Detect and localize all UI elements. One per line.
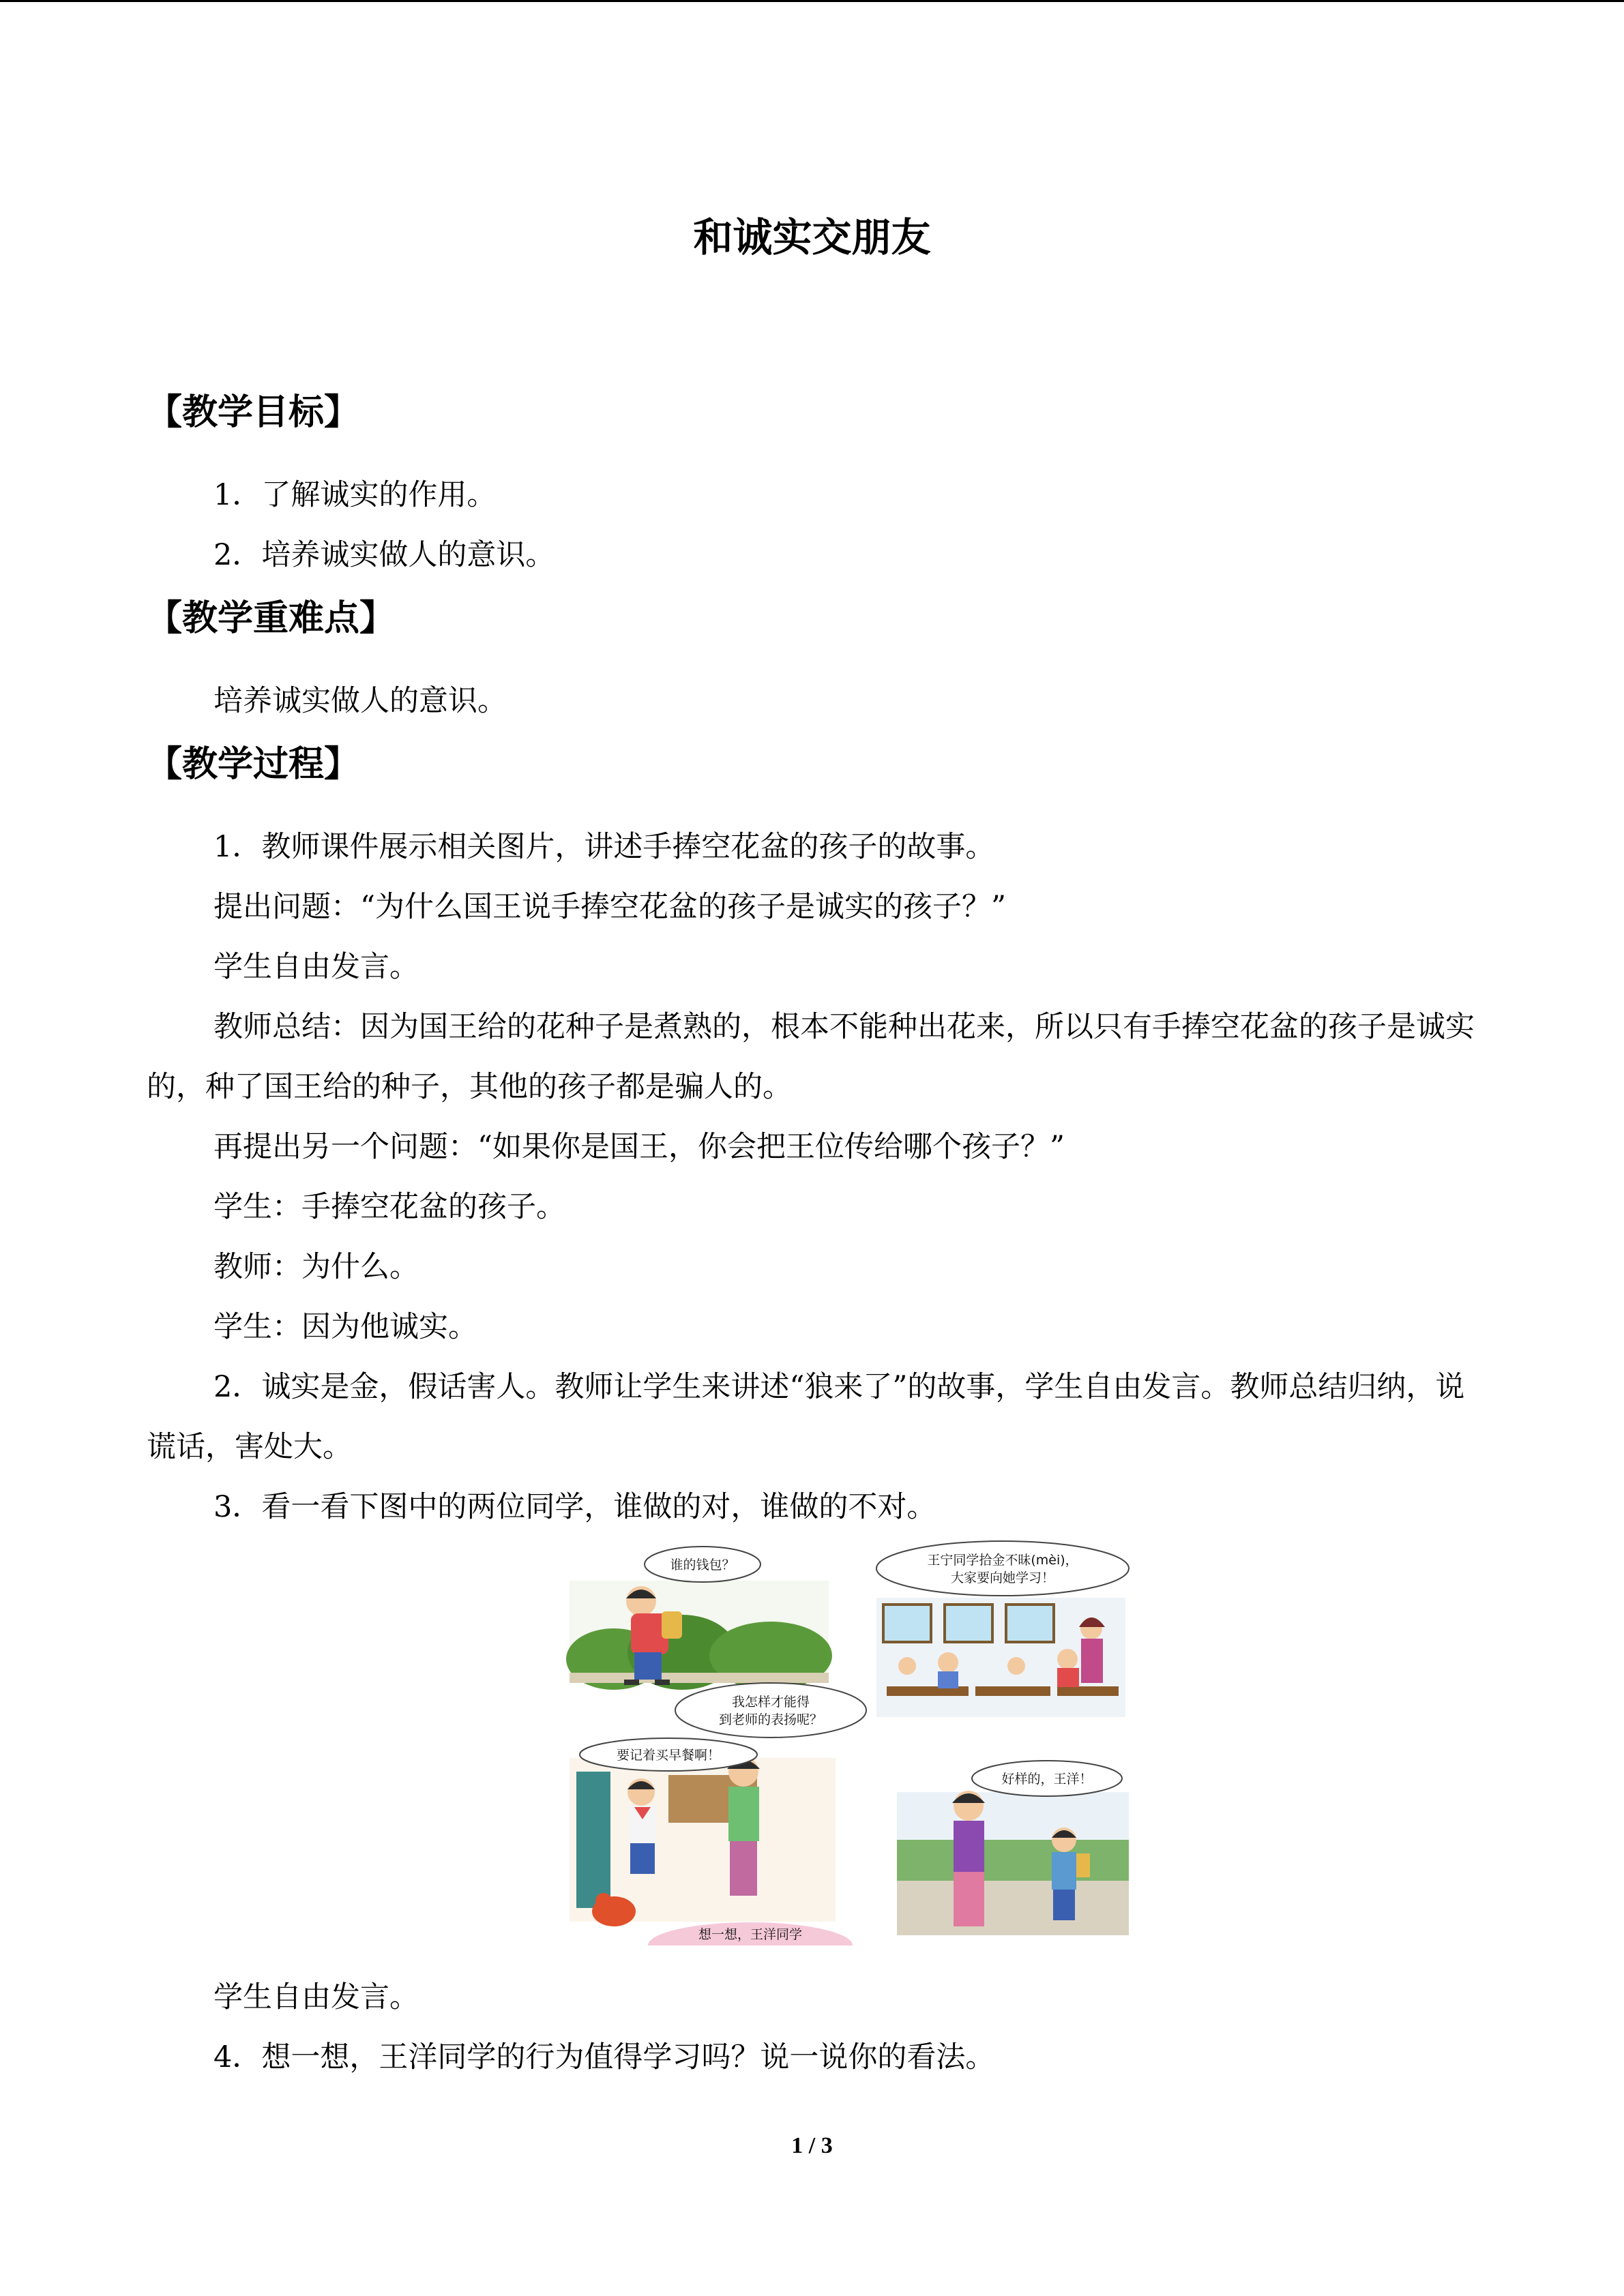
top-rule — [0, 0, 1624, 2]
goal-item-2: 2．培养诚实做人的意识。 — [213, 538, 555, 572]
process-paragraph: 3．看一看下图中的两位同学，谁做的对，谁做的不对。 — [213, 1490, 936, 1524]
process-paragraph: 4．想一想，王洋同学的行为值得学习吗？说一说你的看法。 — [213, 2040, 995, 2074]
panel-classroom — [876, 1598, 1125, 1717]
key-points-text: 培养诚实做人的意识。 — [213, 684, 507, 718]
heading-goals: 【教学目标】 — [147, 392, 360, 433]
goal-item-1: 1．了解诚实的作用。 — [213, 478, 497, 512]
process-paragraph: 再提出另一个问题：“如果你是国王，你会把王位传给哪个孩子？” — [213, 1130, 1065, 1164]
process-paragraph: 学生自由发言。 — [213, 950, 419, 984]
bubble-breakfast: 要记着买早餐啊！ — [616, 1748, 721, 1763]
panel-wallet — [566, 1581, 832, 1690]
process-paragraph: 学生自由发言。 — [213, 1980, 419, 2014]
bubble-thought-line2: 到老师的表扬呢？ — [718, 1712, 823, 1727]
process-paragraph: 提出问题：“为什么国王说手捧空花盆的孩子是诚实的孩子？” — [213, 890, 1006, 924]
process-paragraph: 1．教师课件展示相关图片，讲述手捧空花盆的孩子的故事。 — [213, 830, 995, 864]
cartoon-svg — [566, 1540, 1132, 1945]
bubble-whose-wallet: 谁的钱包？ — [670, 1557, 735, 1572]
page-title: 和诚实交朋友 — [693, 214, 931, 260]
panel-praise — [897, 1791, 1129, 1935]
process-paragraph: 学生：手捧空花盆的孩子。 — [213, 1190, 565, 1224]
page-number: 1 / 3 — [791, 2133, 833, 2158]
heading-process: 【教学过程】 — [147, 744, 360, 785]
panel-breakfast — [570, 1757, 836, 1926]
heading-key-points: 【教学重难点】 — [147, 598, 396, 639]
bubble-well-done: 好样的，王洋！ — [1001, 1772, 1093, 1787]
cartoon-illustration — [566, 1540, 1132, 1945]
process-paragraph: 2．诚实是金，假话害人。教师让学生来讲述“狼来了”的故事，学生自由发言。教师总结归纳，说谎话，害处大。 — [147, 1370, 1465, 1464]
bubble-thought-line1: 我怎样才能得 — [731, 1695, 810, 1710]
bubble-praise-line2: 大家要向她学习！ — [950, 1570, 1055, 1585]
process-paragraph: 学生：因为他诚实。 — [213, 1310, 477, 1344]
bubble-praise-line1: 王宁同学拾金不昧(mèi)， — [927, 1553, 1078, 1568]
process-paragraph: 教师：为什么。 — [213, 1250, 419, 1284]
bubble-think: 想一想，王洋同学 — [698, 1927, 803, 1942]
process-paragraph: 教师总结：因为国王给的花种子是煮熟的，根本不能种出花来，所以只有手捧空花盆的孩子是诚实的，种了国王给的种子，其他的孩子都是骗人的。 — [147, 1010, 1475, 1104]
